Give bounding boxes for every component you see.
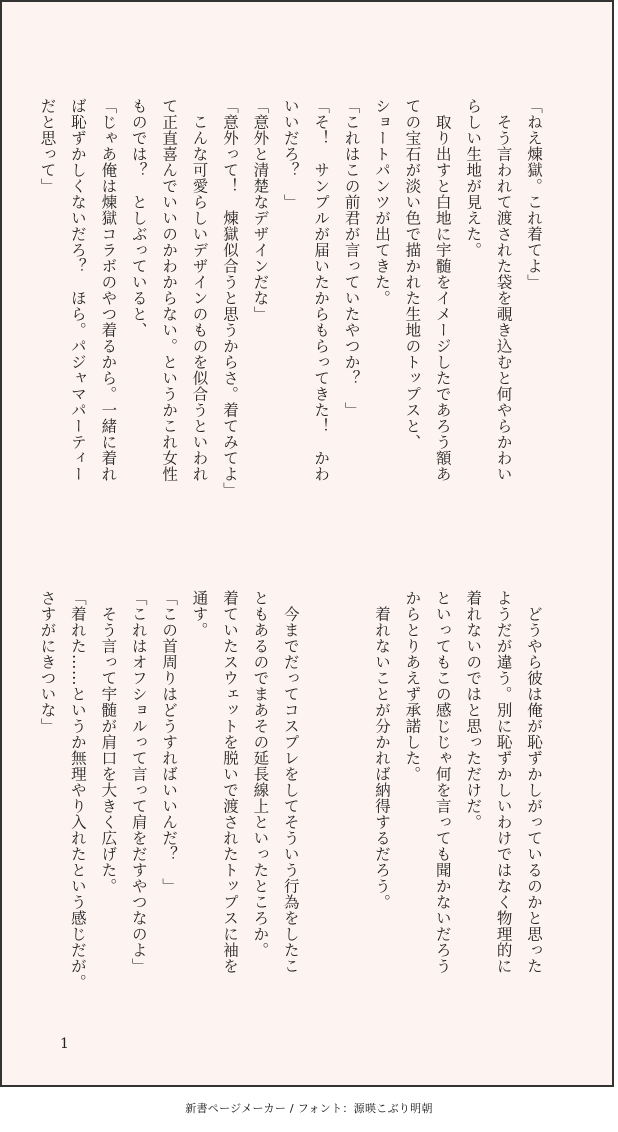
text-line: からとりあえず承諾した。 [403, 590, 422, 782]
text-line: さすがにきついな」 [38, 590, 57, 734]
text-line: 「意外と清楚なデザインだな」 [251, 98, 270, 322]
text-line: そう言って宇髄が肩口を大きく広げた。 [99, 590, 118, 894]
text-line: ショートパンツが出てきた。 [372, 98, 391, 306]
text-line: 「これはこの前君が言っていたやつか？ 」 [342, 98, 361, 418]
text-line: 通す。 [190, 590, 209, 638]
text-line [306, 590, 336, 1022]
text-line: そう言われて渡された袋を覗き込むと何やらかわい [494, 98, 513, 482]
text-line: ともあるのでまあその延長線上といったところか。 [251, 590, 270, 958]
text-line: らしい生地が見えた。 [464, 98, 483, 258]
text-line: 着ていたスウェットを脱いで渡されたトップスに袖を [220, 590, 239, 974]
text-line: ものでは？ としぶっていると、 [129, 98, 148, 338]
page-number: 1 [60, 1036, 69, 1052]
text-line: 「じゃあ俺は煉獄コラボのやつ着るから。一緒に着れ [99, 98, 118, 482]
text-line: 着れないことが分かれば納得するだろう。 [372, 590, 391, 910]
text-line: 着れないのではと思っただけだ。 [464, 590, 483, 830]
text-line: こんな可愛らしいデザインのものを似合うといわれ [190, 98, 209, 482]
text-line: 「意外って！ 煉獄似合うと思うからさ。着てみてよ」 [220, 98, 239, 498]
text-line: 取り出すと白地に宇髄をイメージしたであろう額あ [433, 98, 452, 482]
text-line: 「着れた……というか無理やり入れたという感じだが。 [68, 590, 87, 990]
text-block-top [32, 98, 549, 530]
text-line: いいだろ？ 」 [281, 98, 300, 210]
text-line: 「これはオフショルって言って肩をだすやつなのよ」 [129, 590, 148, 974]
text-line: といってもこの感じじゃ何を言っても聞かないだろう [433, 590, 452, 974]
text-line: 「この首周りはどうすればいいんだ？ 」 [160, 590, 179, 894]
footer-credit: 新書ページメーカー / フォント：源暎こぶり明朝 [185, 1102, 433, 1115]
text-line: ての宝石が淡い色で描かれた生地のトップスと、 [403, 98, 422, 450]
text-line: 「ねえ煉獄。これ着てよ」 [525, 98, 543, 290]
text-line: どうやら彼は俺が恥ずかしがっているのかと思った [525, 590, 543, 974]
text-line: ようだが違う。別に恥ずかしいわけではなく物理的に [494, 590, 513, 974]
text-line: ば恥ずかしくないだろ？ ほら。パジャマパーティー [68, 98, 87, 482]
text-line: 今までだってコスプレをしてそういう行為をしたこ [281, 590, 300, 974]
text-line [336, 590, 366, 1022]
text-block-bottom [32, 590, 549, 1022]
text-line: 「そ！ サンプルが届いたからもらってきた！ かわ [312, 98, 331, 482]
text-line: て正直喜んでいいのかわからない。というかこれ女性 [160, 98, 179, 482]
text-line: だと思って」 [38, 98, 57, 194]
